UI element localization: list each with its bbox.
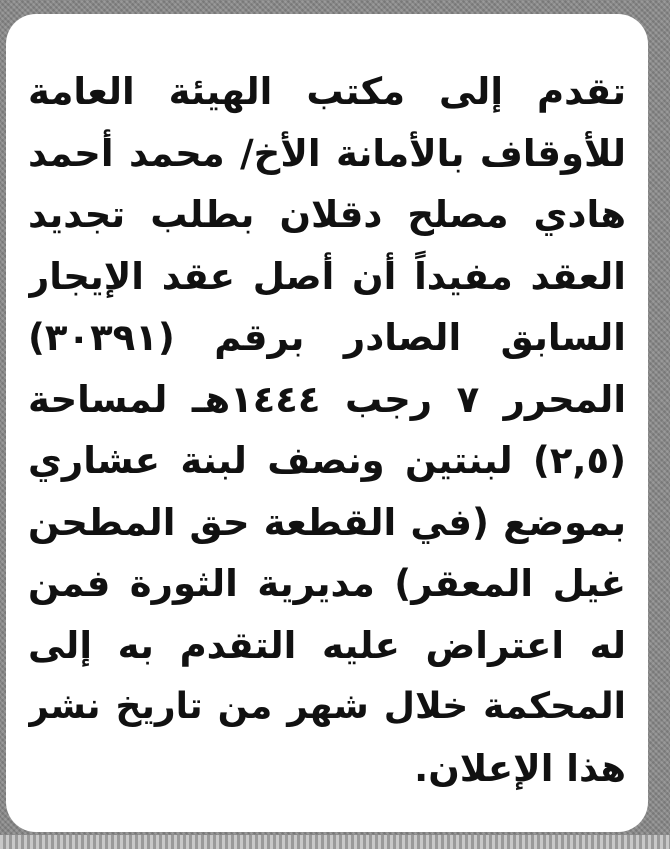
- notice-line-2: للأوقاف بالأمانة الأخ/ محمد أحمد: [28, 131, 626, 175]
- notice-line-3: هادي مصلح دقلان بطلب تجديد: [28, 193, 626, 236]
- notice-line-8: بموضع (في القطعة حق المطحن: [28, 500, 626, 544]
- notice-line-10: له اعتراض عليه التقدم به إلى: [28, 623, 626, 667]
- notice-line-9: غيل المعقر) مديرية الثورة فمن: [28, 562, 626, 605]
- bottom-border-strip: [0, 835, 670, 849]
- notice-line-6: المحرر ٧ رجب ١٤٤٤هـ لمساحة: [28, 377, 626, 421]
- notice-text: [28, 61, 626, 799]
- notice-line-5: السابق الصادر برقم (٣٠٣٩١): [28, 316, 626, 359]
- notice-line-7: (٢,٥) لبنتين ونصف لبنة عشاري: [28, 439, 626, 482]
- notice-line-4: العقد مفيداً أن أصل عقد الإيجار: [28, 254, 626, 298]
- notice-line-11: المحكمة خلال شهر من تاريخ نشر: [28, 686, 626, 727]
- notice-line-1: تقدم إلى مكتب الهيئة العامة: [28, 70, 626, 113]
- notice-line-12: هذا الإعلان.: [414, 746, 626, 790]
- notice-card: [6, 14, 648, 832]
